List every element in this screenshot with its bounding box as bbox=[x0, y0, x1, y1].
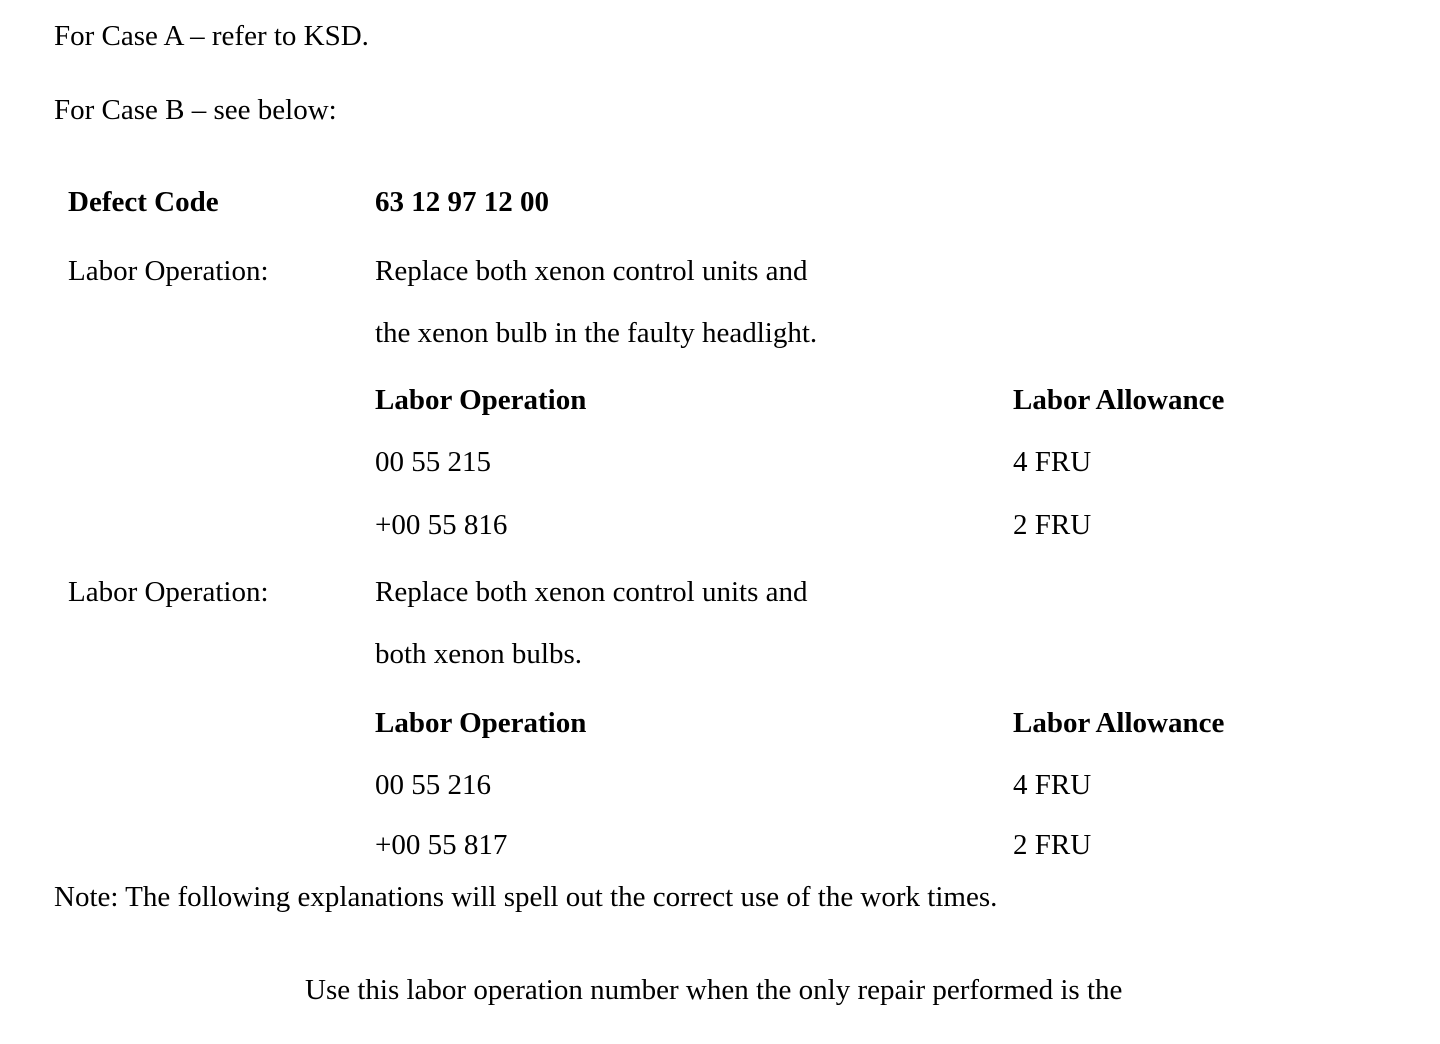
case-b-line: For Case B – see below: bbox=[54, 94, 337, 126]
labor-allowance-value: 4 FRU bbox=[1013, 446, 1092, 478]
labor-operation-description: Replace both xenon control units and bbox=[375, 576, 808, 608]
labor-operation-number: +00 55 816 bbox=[375, 509, 508, 541]
labor-operation-header: Labor Operation bbox=[375, 707, 587, 739]
labor-allowance-value: 4 FRU bbox=[1013, 769, 1092, 801]
labor-operation-number: +00 55 817 bbox=[375, 829, 508, 861]
labor-operation-description: both xenon bulbs. bbox=[375, 638, 583, 670]
labor-operation-label: Labor Operation: bbox=[68, 255, 269, 287]
labor-operation-description: the xenon bulb in the faulty headlight. bbox=[375, 317, 818, 349]
labor-operation-label: Labor Operation: bbox=[68, 576, 269, 608]
note-text: Note: The following explanations will spell out the correct use of the work times. bbox=[54, 881, 998, 913]
labor-operation-number: 00 55 215 bbox=[375, 446, 491, 478]
defect-code-label: Defect Code bbox=[68, 186, 219, 218]
defect-code-value: 63 12 97 12 00 bbox=[375, 186, 549, 218]
trailing-text: Use this labor operation number when the only repair performed is the bbox=[305, 974, 1123, 1006]
labor-operation-number: 00 55 216 bbox=[375, 769, 491, 801]
labor-operation-header: Labor Operation bbox=[375, 384, 587, 416]
labor-allowance-header: Labor Allowance bbox=[1013, 384, 1225, 416]
labor-allowance-header: Labor Allowance bbox=[1013, 707, 1225, 739]
labor-allowance-value: 2 FRU bbox=[1013, 509, 1092, 541]
labor-operation-description: Replace both xenon control units and bbox=[375, 255, 808, 287]
case-a-line: For Case A – refer to KSD. bbox=[54, 20, 369, 52]
labor-allowance-value: 2 FRU bbox=[1013, 829, 1092, 861]
